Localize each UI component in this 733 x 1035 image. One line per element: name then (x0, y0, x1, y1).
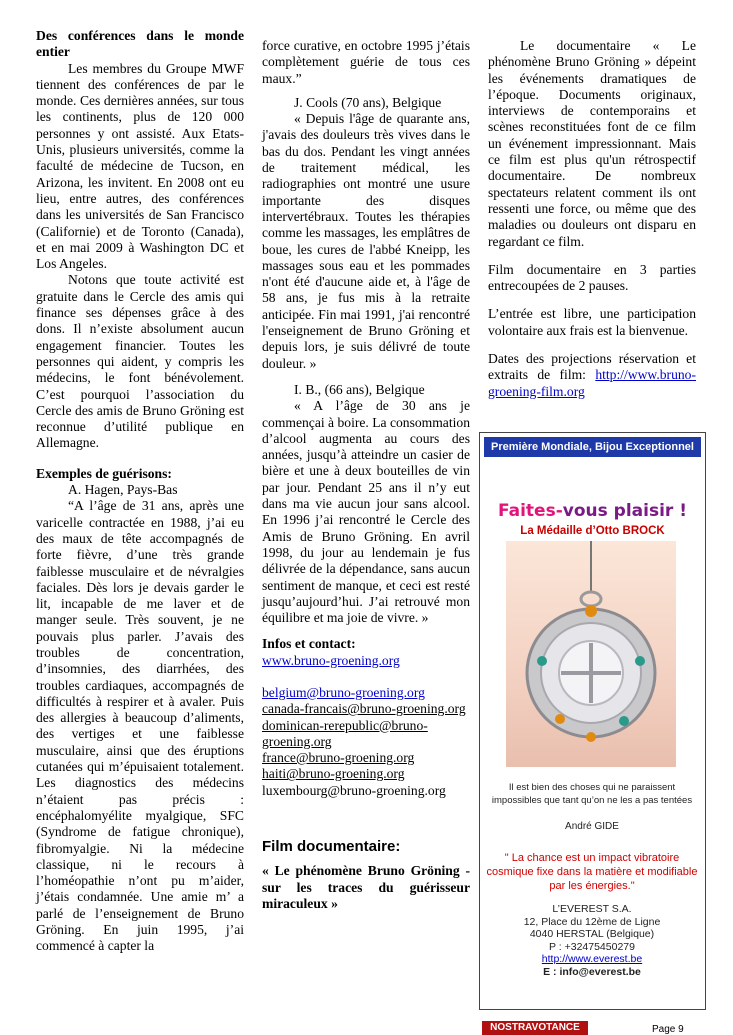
email-canada: canada-francais@bruno-groening.org (262, 701, 466, 717)
ad-address-line-1: 12, Place du 12ème de Ligne (523, 915, 661, 928)
testimony-text: “A l’âge de 31 ans, après une varicelle contractée en 1988, j’ai eu des maux de tête accompagnés de forte fièvre, d’une très grande faiblesse musculaire et de névralgies faciales. Dès lors je devais garder le lit, incapable de me laver et de manger seule. Très souvent, je ne pouvais plus parler. J’avais des troubles de concentration, d’insomnies, des diarrhées, des troubles cardiaques, accompagnés de difficultés à respirer et à avaler. Puis des allergies à beaucoup d’aliments, des vertiges et une faiblesse musculaire, ainsi que des éruptions cutanées qui m’épuisaient totalement. Les diagnostics des médecins n’étaient pas précis : encéphalomyélite myalgique, SFC (Syndrome de fatigue chronique), fibromyalgie. Ni la médecine classique, ni le recours à l’homéopathie n’ont pu m’aider, j’étais condamnée. Une amie m’ a parlé de l’enseignement de Bruno Gröning. En juin 1995, j’ai commencé à capter la (36, 498, 244, 954)
ad-title (480, 501, 705, 521)
ad-subtitle: La Médaille d’Otto BROCK (520, 525, 665, 537)
column-1 (36, 28, 244, 955)
section-heading-conferences: Des conférences dans le monde entier (36, 28, 244, 60)
medal-photo (506, 541, 676, 767)
ad-address-line-2: 4040 HERSTAL (Belgique) (529, 928, 655, 941)
ad-quote: Il est bien des choses qui ne paraissent impossibles que tant qu’on ne les a pas tentées (491, 782, 693, 806)
testimony-author: I. B., (66 ans), Belgique (294, 381, 425, 397)
paragraph: Film documentaire en 3 parties entrecoupées de 2 pauses. (488, 261, 696, 294)
section-heading-film: Film documentaire: (262, 838, 401, 856)
testimony-author: J. Cools (70 ans), Belgique (294, 94, 442, 110)
email-belgium[interactable]: belgium@bruno-groening.org (262, 684, 425, 700)
advertisement (479, 432, 706, 1010)
testimony-text: « A l’âge de 30 ans je commençai à boire. La consommation d’alcool augmenta au cours des années, jusqu’à atteindre un casier de bière et une à deux bouteilles de vin par jour. Pendant 25 ans il n’y eut dans ma vie aucun jour sans alcool. En 1996 j’ai rencontré le Cercle des Amis de Bruno Gröning. En avril 1998, du jour au lendemain je fus délivrée de la dépendance, sans aucun sentiment de manque, et ceci est resté jusqu’aujourd’hui. J’ai retrouvé mon équilibre et ma joie de vivre. » (262, 398, 470, 626)
ad-email: E : info@everest.be (543, 965, 641, 978)
ad-title-part-a: Faites- (498, 501, 563, 521)
ad-website-link[interactable]: http://www.everest.be (541, 953, 643, 966)
email-dominican: dominican-rerepublic@bruno-groening.org (262, 717, 428, 749)
ad-title-part-b: vous plaisir ! (562, 501, 687, 521)
paragraph: force curative, en octobre 1995 j’étais complètement guérie de tous ces maux.” (262, 38, 470, 86)
ad-banner: Première Mondiale, Bijou Exceptionnel (484, 437, 701, 457)
page-number: Page 9 (652, 1024, 684, 1035)
paragraph: Notons que toute activité est gratuite dans le Cercle des amis qui finance ses dépenses grâce à des dons. Il n’existe absolument aucun engagement financier. Toutes les personnes qui aident, y compris les médecins, le font bénévolement. C’est pourquoi l’association du Cercle des amis de Bruno Gröning est reconnue d’utilité publique en Allemagne. (36, 272, 244, 451)
section-heading-contact: Infos et contact: (262, 636, 356, 652)
paragraph: L’entrée est libre, une participation volontaire aux frais est la bienvenue. (488, 306, 696, 338)
email-luxembourg: luxembourg@bruno-groening.org (262, 782, 446, 798)
paragraph: Le documentaire « Le phénomène Bruno Gröning » dépeint les événements dramatiques de l’époque. Documents originaux, interviews de contemporains et scènes reconstituées font de ce film un événement impressionnant. Mais ce film est plus qu'un rétrospectif documentaire. De nombreux spectateurs relatent comment ils ont ressenti une force, ou même que des maladies ou douleurs ont disparu en regardant ce film. (488, 38, 696, 249)
testimony-text: « Depuis l'âge de quarante ans, j'avais des douleurs très vives dans le bas du dos. Pendant les vingt années de traitement médical, les radiographies ont montré une usure importante des disques intervertébraux. Toutes les thérapies comme les massages, les emplâtres de boue, les cures de l'abbé Kneipp, les massages sous eau et les pommades n'ont été d'aucune aide et, à l'âge de 58 ans, je fus mis à la retraite anticipée. Fin mai 1991, j'ai rencontré l'enseignement de Bruno Gröning et depuis lors, je suis délivré de toute douleur. » (262, 111, 470, 371)
medal-icon (506, 541, 676, 767)
ad-company: L’EVEREST S.A. (552, 903, 632, 915)
section-heading-examples: Exemples de guérisons: (36, 465, 172, 481)
paragraph: Les membres du Groupe MWF tiennent des conférences de par le monde. Ces dernières années, sur tous les continents, plus de 120 000 personnes y ont assisté. Aux Etats-Unis, plusieurs universités, comme la faculté de médecine de Tucson, en Arizona, les invitent. En 2008 ont eu lieu, entre autres, des conférences dans les universités de San Francisco (Californie) et de Toronto (Canada), et en mai 2009 à Washington DC et Los Angeles. (36, 60, 244, 272)
projection-dates-text: Dates des projections réservation et extraits de film: (488, 351, 696, 383)
ad-quote-author: André GIDE (565, 821, 619, 832)
ad-address-block (486, 903, 698, 979)
ad-phone: P : +32475450279 (549, 940, 635, 953)
film-title: « Le phénomène Bruno Gröning - sur les traces du guérisseur miraculeux » (262, 863, 470, 911)
ad-slogan: " La chance est un impact vibratoire cosmique fixe dans la matière et modifiable par les énergies." (486, 852, 698, 892)
paragraph (488, 351, 696, 400)
link-main-site[interactable]: www.bruno-groening.org (262, 652, 400, 668)
column-2 (262, 38, 470, 912)
nostravotance-logo: NOSTRAVOTANCE (482, 1021, 588, 1035)
link-film-site[interactable]: http://www.bruno-groening-film.org (488, 367, 696, 399)
email-haiti: haiti@bruno-groening.org (262, 766, 405, 782)
column-3 (488, 38, 696, 400)
testimony-author: A. Hagen, Pays-Bas (68, 482, 178, 498)
email-france: france@bruno-groening.org (262, 750, 415, 766)
